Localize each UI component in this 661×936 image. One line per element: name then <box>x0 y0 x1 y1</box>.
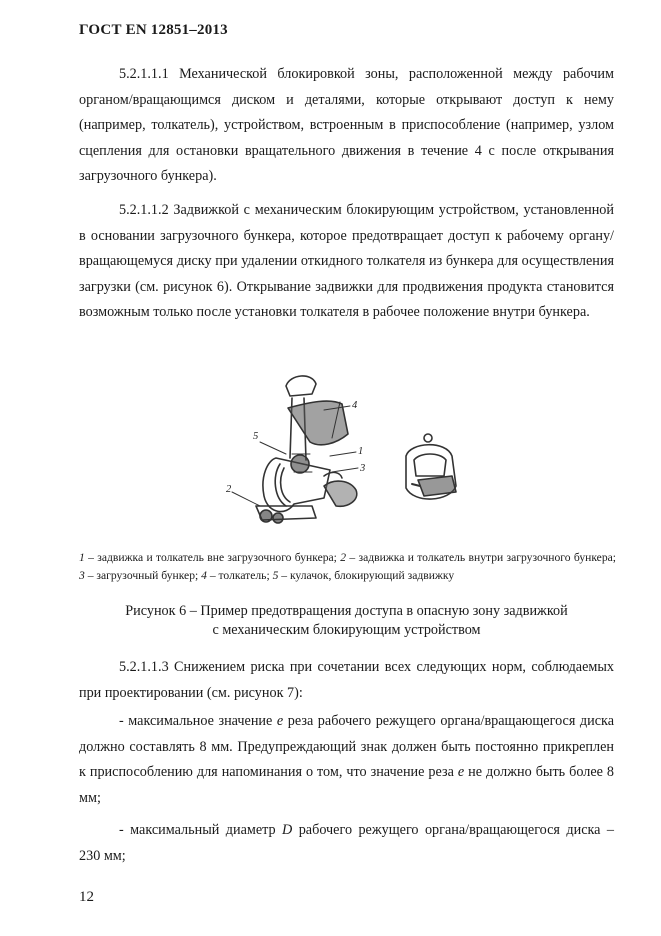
motor-shape <box>324 481 357 506</box>
figure-title-line-1: Рисунок 6 – Пример предотвращения доступа в опасную зону задвижкой <box>125 603 568 619</box>
legend-number-1: 1 <box>79 551 85 564</box>
figure-6-illustration <box>220 368 620 543</box>
item1-text-c: не должно быть более 8 мм; <box>79 764 614 806</box>
item1-text-b: реза рабочего режущего органа/вращающегося диска должно составлять 8 мм. Предупреждающий знак должен быть постоянно прикреплен к приспособлению для напоминания о том, что значение реза <box>79 713 614 781</box>
figure-6-legend <box>79 549 616 584</box>
legend-text-1: – задвижка и толкатель вне загрузочного бункера; <box>84 551 341 564</box>
callout-label-1: 1 <box>358 446 364 457</box>
callout-label-5: 5 <box>253 431 259 442</box>
callout-label-2: 2 <box>226 484 232 495</box>
paragraph-5-2-1-1-2: 5.2.1.1.2 Задвижкой с механическим блокирующим устройством, установленной в основании загрузочного бункера, которое предотвращает доступ к рабочему органу/вращающемуся диску при удалении откидного толкателя из бункера для осуществления загрузки (см. рисунок 6). Открывание задвижки для продвижения продукта становится возможным только после установки толкателя в рабочее положение внутри бункера. <box>79 202 614 321</box>
legend-text-4: – толкатель; <box>206 568 273 582</box>
pusher-handle-shape <box>286 376 316 396</box>
legend-text-2: – задвижка и толкатель внутри загрузочного бункера; <box>346 551 616 564</box>
list-item-max-diameter <box>79 818 614 869</box>
item2-text-a: - максимальный диаметр <box>119 822 283 838</box>
legend-text-5: – кулачок, блокирующий задвижку <box>278 568 455 582</box>
figure-title-line-2: с механическим блокирующим устройством <box>212 622 481 638</box>
legend-number-2: 2 <box>340 551 347 564</box>
figure-6-title <box>79 602 614 640</box>
figure-6-drawing <box>220 368 620 538</box>
legend-number-4: 4 <box>201 568 207 582</box>
item1-variable-e: e <box>276 713 284 729</box>
item1-variable-e-2: e <box>457 764 465 781</box>
legend-text-3: – загрузочный бункер; <box>84 568 202 582</box>
legend-number-3: 3 <box>79 568 85 582</box>
item2-variable-d: D <box>282 822 293 838</box>
list-item-max-cut <box>79 709 614 811</box>
item2-text-b: рабочего режущего органа/вращающегося диска – 230 мм; <box>79 822 614 864</box>
paragraph-5-2-1-1-1: 5.2.1.1.1 Механической блокировкой зоны, расположенной между рабочим органом/вращающимся диском и деталями, которые открывают доступ к нему (например, толкатель), устройством, встроенным в приспособление (например, узлом сцепления для остановки вращательного движения в течение 4 с после открывания загрузочного бункера). <box>79 66 614 185</box>
legend-number-5: 5 <box>272 568 279 582</box>
page-number: 12 <box>79 889 94 905</box>
callout-label-3: 3 <box>360 463 366 474</box>
item1-text-a: - максимальное значение <box>119 713 277 729</box>
callout-label-4: 4 <box>352 400 358 411</box>
paragraph-5-2-1-1-3: 5.2.1.1.3 Снижением риска при сочетании всех следующих норм, соблюдаемых при проектировании (см. рисунок 7): <box>79 659 614 701</box>
document-header: ГОСТ EN 12851–2013 <box>79 22 228 38</box>
